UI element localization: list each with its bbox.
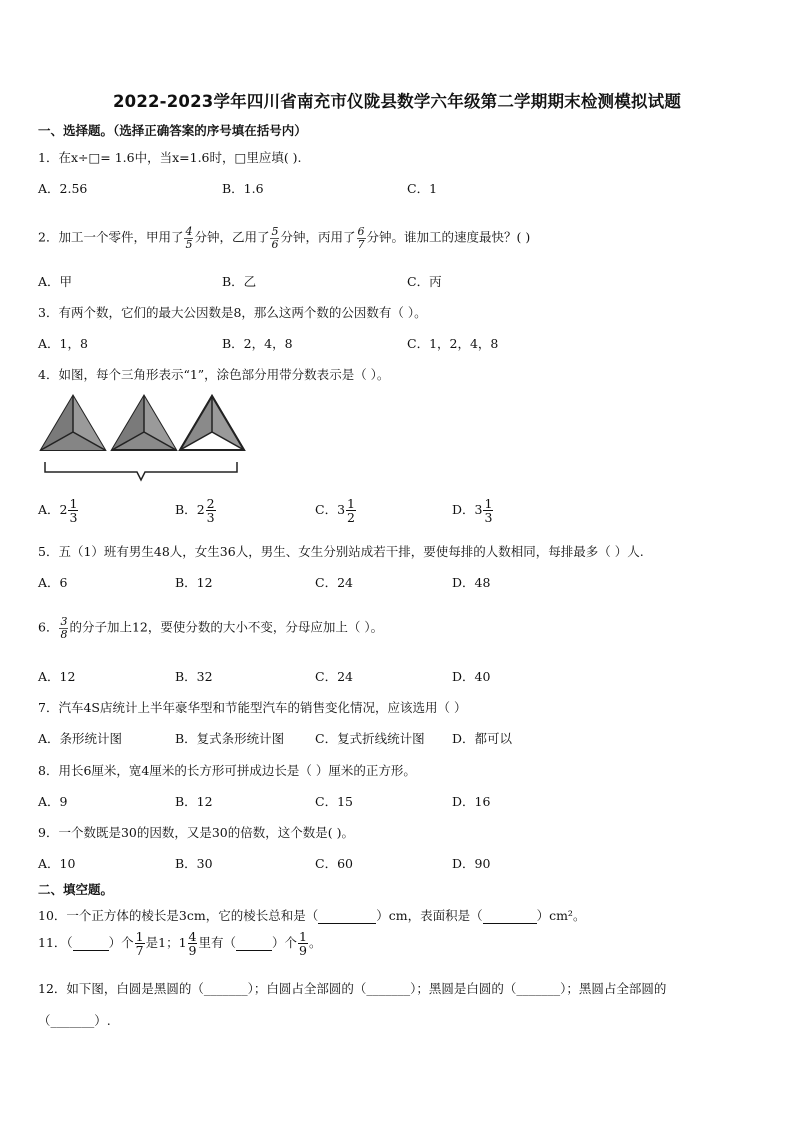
q2-f1-denominator: 5	[185, 237, 193, 251]
q6-text: 的分子加上12，要使分数的大小不变，分母应加上（ ）。	[69, 619, 384, 635]
question-12-line-2: （_______）.	[38, 1013, 111, 1028]
triangle-2	[112, 396, 176, 450]
question-6	[38, 616, 383, 640]
q4-a-denominator: 3	[69, 510, 78, 526]
q2-text-2: 分钟，乙用了	[194, 229, 270, 245]
question-8: 8．用长6厘米，宽4厘米的长方形可拼成边长是（ ）厘米的正方形。	[38, 763, 416, 778]
q10-text-3: ）cm²。	[536, 908, 586, 923]
q3-option-b: B．2，4，8	[222, 336, 293, 351]
q11-f3-denominator: 9	[299, 943, 307, 959]
q2-f2-denominator: 6	[271, 237, 279, 251]
section-fill-heading: 二、填空题。	[38, 882, 114, 897]
q4-a-label: A．	[38, 502, 60, 518]
question-5: 5．五（1）班有男生48人，女生36人，男生、女生分别站成若干排，要使每排的人数相同，每排最多（ ）人.	[38, 544, 644, 559]
q7-option-a: A．条形统计图	[38, 731, 123, 746]
q2-f1-numerator: 4	[185, 225, 193, 238]
q5-option-b: B．12	[175, 575, 213, 590]
question-12-line-1: 12．如下图，白圆是黑圆的（_______）；白圆占全部圆的（_______）；黑圆是白圆的（_______）；黑圆占全部圆的	[38, 981, 667, 996]
q11-text-4: 里有（	[198, 935, 236, 951]
q9-option-d: D．90	[452, 856, 491, 871]
q6-denominator: 8	[60, 627, 68, 641]
question-9: 9．一个数既是30的因数，又是30的倍数，这个数是( )。	[38, 825, 354, 840]
q11-fraction-1	[135, 930, 145, 957]
q7-option-d: D．都可以	[452, 731, 513, 746]
q8-option-a: A．9	[38, 794, 68, 809]
q6-fraction	[59, 616, 68, 640]
q4-b-whole: 2	[196, 502, 205, 518]
q2-option-a: A．甲	[38, 274, 73, 289]
q2-text-4: 分钟。谁加工的速度最快？( )	[366, 229, 531, 245]
q9-option-b: B．30	[175, 856, 213, 871]
q4-option-c	[315, 497, 357, 524]
q4-d-fraction	[483, 497, 493, 524]
q5-option-a: A．6	[38, 575, 68, 590]
q2-f3-numerator: 6	[357, 225, 365, 238]
q1-option-c: C．1	[407, 181, 438, 196]
q11-text-3: 是1；1	[145, 935, 187, 951]
q4-d-whole: 3	[474, 502, 483, 518]
q4-c-fraction	[346, 497, 356, 524]
q6-option-a: A．12	[38, 669, 76, 684]
q6-number: 6．	[38, 619, 59, 635]
q11-fraction-3	[298, 930, 308, 957]
question-10	[38, 906, 585, 924]
q2-f2-numerator: 5	[271, 225, 279, 238]
q11-text-6: 。	[308, 935, 322, 951]
q4-d-denominator: 3	[484, 510, 493, 526]
triangle-3	[180, 396, 244, 450]
q4-option-b	[175, 497, 217, 524]
q3-option-a: A．1，8	[38, 336, 88, 351]
q4-a-fraction	[68, 497, 78, 524]
q4-d-numerator: 1	[484, 496, 493, 511]
triangles-figure	[37, 392, 247, 484]
q2-text-3: 分钟，丙用了	[280, 229, 356, 245]
question-4: 4．如图，每个三角形表示“1”，涂色部分用带分数表示是（ ）。	[38, 367, 390, 382]
q11-f1-numerator: 1	[135, 929, 144, 944]
q11-f2-numerator: 4	[188, 929, 197, 944]
q10-blank-surface-area[interactable]	[483, 908, 537, 924]
q4-c-label: C．	[315, 502, 338, 518]
section-choice-heading: 一、选择题。（选择正确答案的序号填在括号内）	[38, 123, 307, 138]
q11-fraction-2	[188, 930, 198, 957]
q2-option-b: B．乙	[222, 274, 257, 289]
question-11	[38, 930, 321, 957]
q4-b-denominator: 3	[206, 510, 215, 526]
q4-c-denominator: 2	[347, 510, 355, 526]
q4-d-label: D．	[452, 502, 475, 518]
q2-fraction-jia	[184, 226, 193, 250]
q2-text-1: 2．加工一个零件，甲用了	[38, 229, 184, 245]
q9-option-a: A．10	[38, 856, 76, 871]
q7-option-c: C．复式折线统计图	[315, 731, 425, 746]
q5-option-d: D．48	[452, 575, 491, 590]
q6-option-b: B．32	[175, 669, 213, 684]
q6-numerator: 3	[60, 615, 68, 628]
q10-blank-edge-sum[interactable]	[318, 908, 376, 924]
q4-a-numerator: 1	[69, 496, 78, 511]
q11-f2-denominator: 9	[188, 943, 197, 959]
q4-option-d	[452, 497, 494, 524]
q1-option-a: A．2.56	[38, 181, 88, 196]
q11-blank-1[interactable]	[73, 935, 109, 951]
q2-option-c: C．丙	[407, 274, 442, 289]
q2-fraction-yi	[270, 226, 279, 250]
q1-option-b: B．1.6	[222, 181, 264, 196]
triangle-1	[41, 396, 105, 450]
q9-option-c: C．60	[315, 856, 353, 871]
q6-option-d: D．40	[452, 669, 491, 684]
q10-text-2: ）cm，表面积是（	[376, 908, 483, 923]
q7-option-b: B．复式条形统计图	[175, 731, 285, 746]
q3-option-c: C．1，2，4，8	[407, 336, 499, 351]
q11-f3-numerator: 1	[299, 929, 307, 944]
question-7: 7．汽车4S店统计上半年豪华型和节能型汽车的销售变化情况，应该选用（ ）	[38, 700, 467, 715]
q11-blank-2[interactable]	[236, 935, 272, 951]
q4-b-numerator: 2	[206, 496, 215, 511]
q8-option-b: B．12	[175, 794, 213, 809]
q4-a-whole: 2	[59, 502, 68, 518]
q4-c-numerator: 1	[347, 496, 355, 511]
q6-option-c: C．24	[315, 669, 353, 684]
q11-text-5: ）个	[272, 935, 298, 951]
brace-bracket	[45, 462, 237, 480]
q5-option-c: C．24	[315, 575, 353, 590]
q8-option-c: C．15	[315, 794, 353, 809]
q2-f3-denominator: 7	[357, 237, 365, 251]
question-1: 1．在x÷□= 1.6中，当x=1.6时，□里应填( ).	[38, 150, 302, 165]
q4-option-a	[38, 497, 79, 524]
q11-text-2: ）个	[108, 935, 134, 951]
q11-text-1: 11．（	[38, 935, 73, 951]
q11-f1-denominator: 7	[135, 943, 144, 959]
q8-option-d: D．16	[452, 794, 491, 809]
question-3: 3．有两个数，它们的最大公因数是8，那么这两个数的公因数有（ ）。	[38, 305, 427, 320]
q4-b-label: B．	[175, 502, 197, 518]
question-2	[38, 226, 530, 250]
q2-fraction-bing	[357, 226, 366, 250]
q4-b-fraction	[206, 497, 216, 524]
q4-c-whole: 3	[337, 502, 346, 518]
q10-text-1: 10．一个正方体的棱长是3cm，它的棱长总和是（	[38, 908, 319, 923]
page-title: 2022-2023学年四川省南充市仪陇县数学六年级第二学期期末检测模拟试题	[112, 92, 682, 111]
